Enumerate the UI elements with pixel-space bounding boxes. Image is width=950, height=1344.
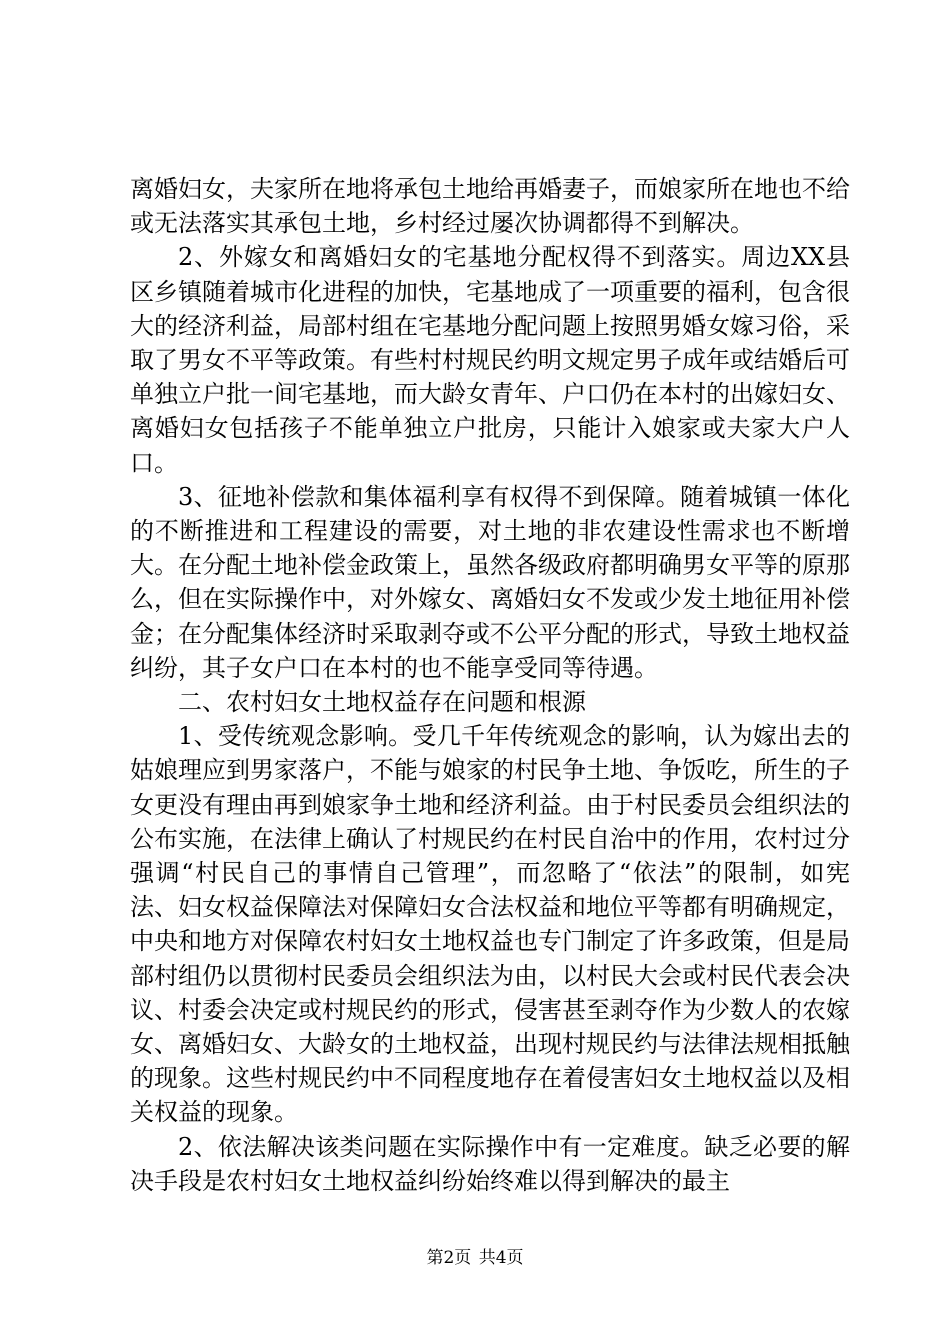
paragraph-1: 离婚妇女，夫家所在地将承包土地给再婚妻子，而娘家所在地也不给或无法落实其承包土地，乡村经过屡次协调都得不到解决。 xyxy=(130,175,850,238)
section-heading: 二、农村妇女土地权益存在问题和根源 xyxy=(178,688,586,717)
page-number-footer: 第2页 共4页 xyxy=(426,1248,524,1268)
document-body xyxy=(130,172,850,1198)
paragraph-4: 1、受传统观念影响。受几千年传统观念的影响，认为嫁出去的姑娘理应到男家落户，不能与娘家的村民争土地、争饭吃，所生的子女更没有理由再到娘家争土地和经济利益。由于村民委员会组织法的公布实施，在法律上确认了村规民约在村民自治中的作用，农村过分强调“村民自己的事情自己管理”，而忽略了“依法”的限制，如宪法、妇女权益保障法对保障妇女合法权益和地位平等都有明确规定，中央和地方对保障农村妇女土地权益也专门制定了许多政策，但是局部村组仍以贯彻村民委员会组织法为由，以村民大会或村民代表会决议、村委会决定或村规民约的形式，侵害甚至剥夺作为少数人的农嫁女、离婚妇女、大龄女的土地权益，出现村规民约与法律法规相抵触的现象。这些村规民约中不同程度地存在着侵害妇女土地权益以及相关权益的现象。 xyxy=(130,722,850,1127)
paragraph-2: 2、外嫁女和离婚妇女的宅基地分配权得不到落实。周边XX县区乡镇随着城市化进程的加快，宅基地成了一项重要的福利，包含很大的经济利益，局部村组在宅基地分配问题上按照男婚女嫁习俗，采取了男女不平等政策。有些村村规民约明文规定男子成年或结婚后可单独立户批一间宅基地，而大龄女青年、户口仍在本村的出嫁妇女、离婚妇女包括孩子不能单独立户批房，只能计入娘家或夫家大户人口。 xyxy=(130,243,850,477)
paragraph-3: 3、征地补偿款和集体福利享有权得不到保障。随着城镇一体化的不断推进和工程建设的需要，对土地的非农建设性需求也不断增大。在分配土地补偿金政策上，虽然各级政府都明确男女平等的原那么，但在实际操作中，对外嫁女、离婚妇女不发或少发土地征用补偿金；在分配集体经济时采取剥夺或不公平分配的形式，导致土地权益纠纷，其子女户口在本村的也不能享受同等待遇。 xyxy=(130,482,850,682)
paragraph-5: 2、依法解决该类问题在实际操作中有一定难度。缺乏必要的解决手段是农村妇女土地权益纠纷始终难以得到解决的最主 xyxy=(130,1132,850,1195)
